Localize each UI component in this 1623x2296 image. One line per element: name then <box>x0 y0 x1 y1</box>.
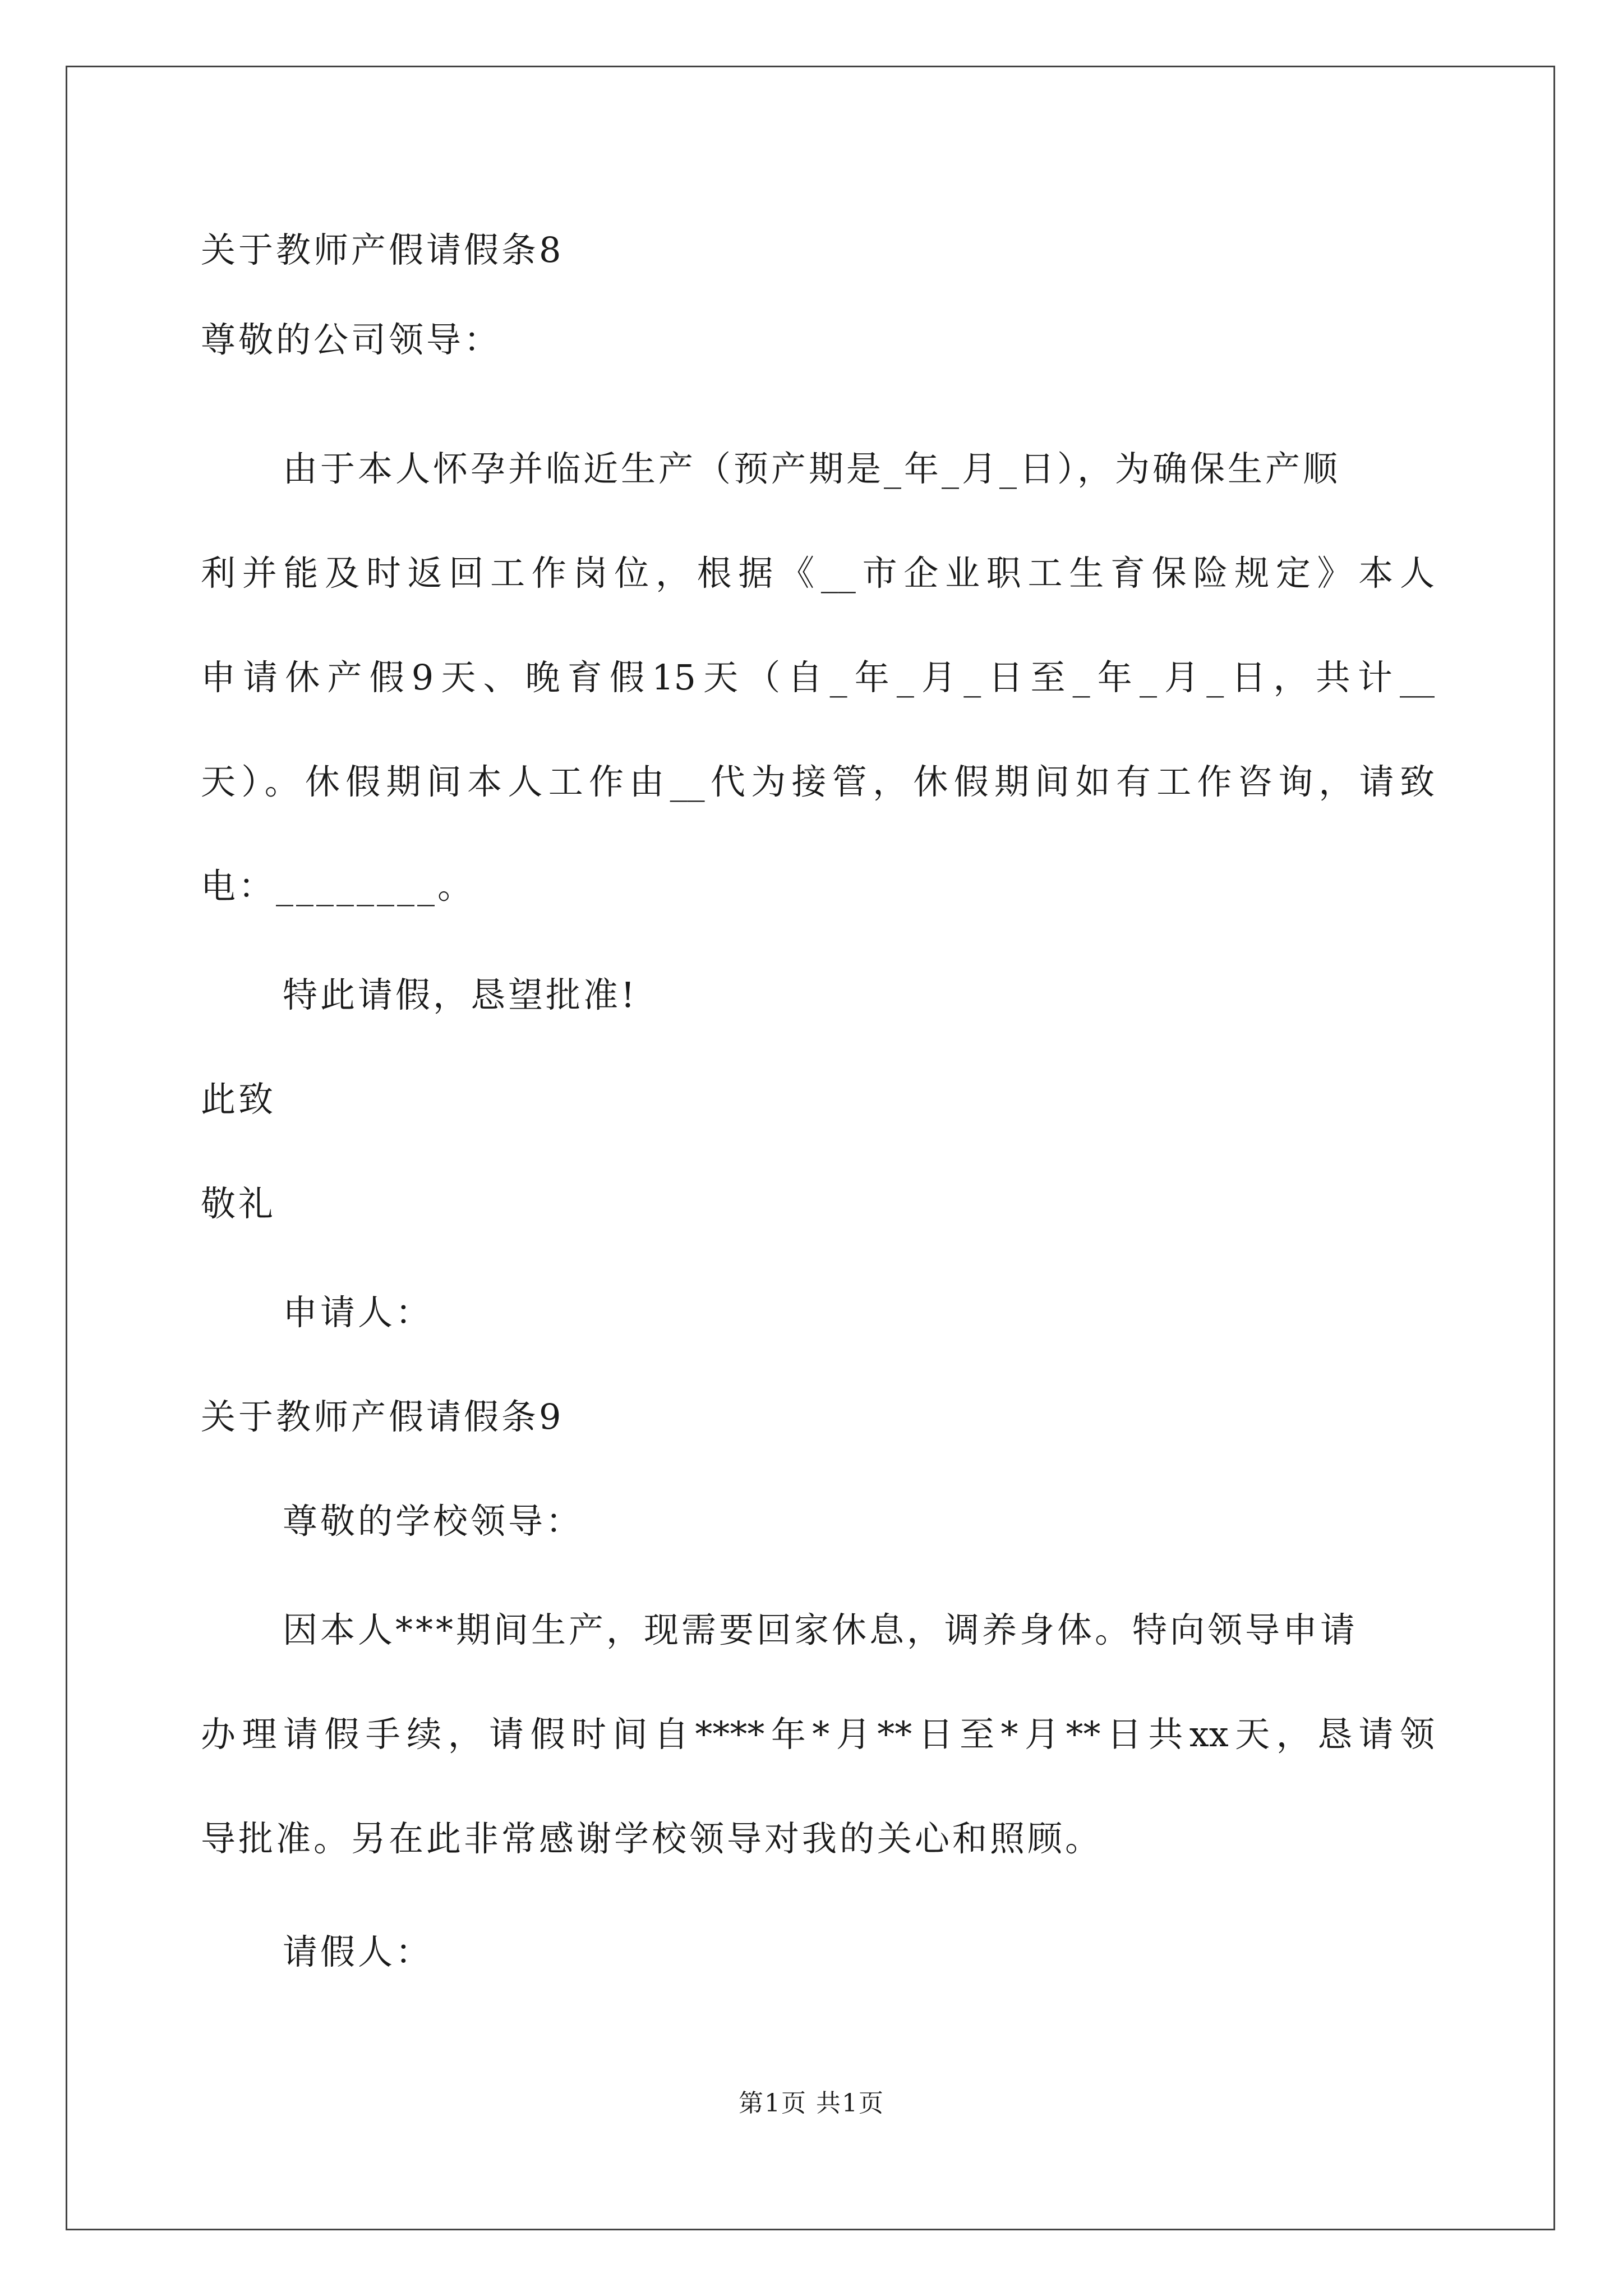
body-line: 导批准。另在此非常感谢学校领导对我的关心和照顾。 <box>201 1818 1103 1859</box>
section-title: 关于教师产假请假条9 <box>201 1396 564 1437</box>
applicant-label: 请假人： <box>283 1931 434 1972</box>
body-line: 申请休产假9天、晚育假15天（自_年_月_日至_年_月_日，共计__ <box>201 657 1435 698</box>
body-line: 电：________。 <box>201 866 476 907</box>
body-line: 天）。休假期间本人工作由__代为接管，休假期间如有工作咨询，请致 <box>201 761 1435 802</box>
salutation: 尊敬的学校领导： <box>283 1501 584 1542</box>
request-line: 特此请假，恳望批准! <box>283 974 638 1015</box>
page-footer: 第1页 共1页 <box>739 2089 884 2118</box>
section-title: 关于教师产假请假条8 <box>201 229 564 270</box>
closing-line: 此致 <box>201 1079 276 1120</box>
salutation: 尊敬的公司领导： <box>201 319 502 360</box>
page-border <box>66 66 1555 2230</box>
body-line: 因本人***期间生产，现需要回家休息，调养身体。特向领导申请 <box>283 1609 1358 1650</box>
closing-line: 敬礼 <box>201 1183 276 1224</box>
applicant-label: 申请人： <box>283 1292 434 1333</box>
body-line: 利并能及时返回工作岗位，根据《__市企业职工生育保险规定》本人 <box>201 553 1435 593</box>
body-line: 由于本人怀孕并临近生产（预产期是_年_月_日），为确保生产顺 <box>283 448 1341 489</box>
body-line: 办理请假手续，请假时间自****年*月**日至*月**日共xx天，恳请领 <box>201 1714 1435 1755</box>
